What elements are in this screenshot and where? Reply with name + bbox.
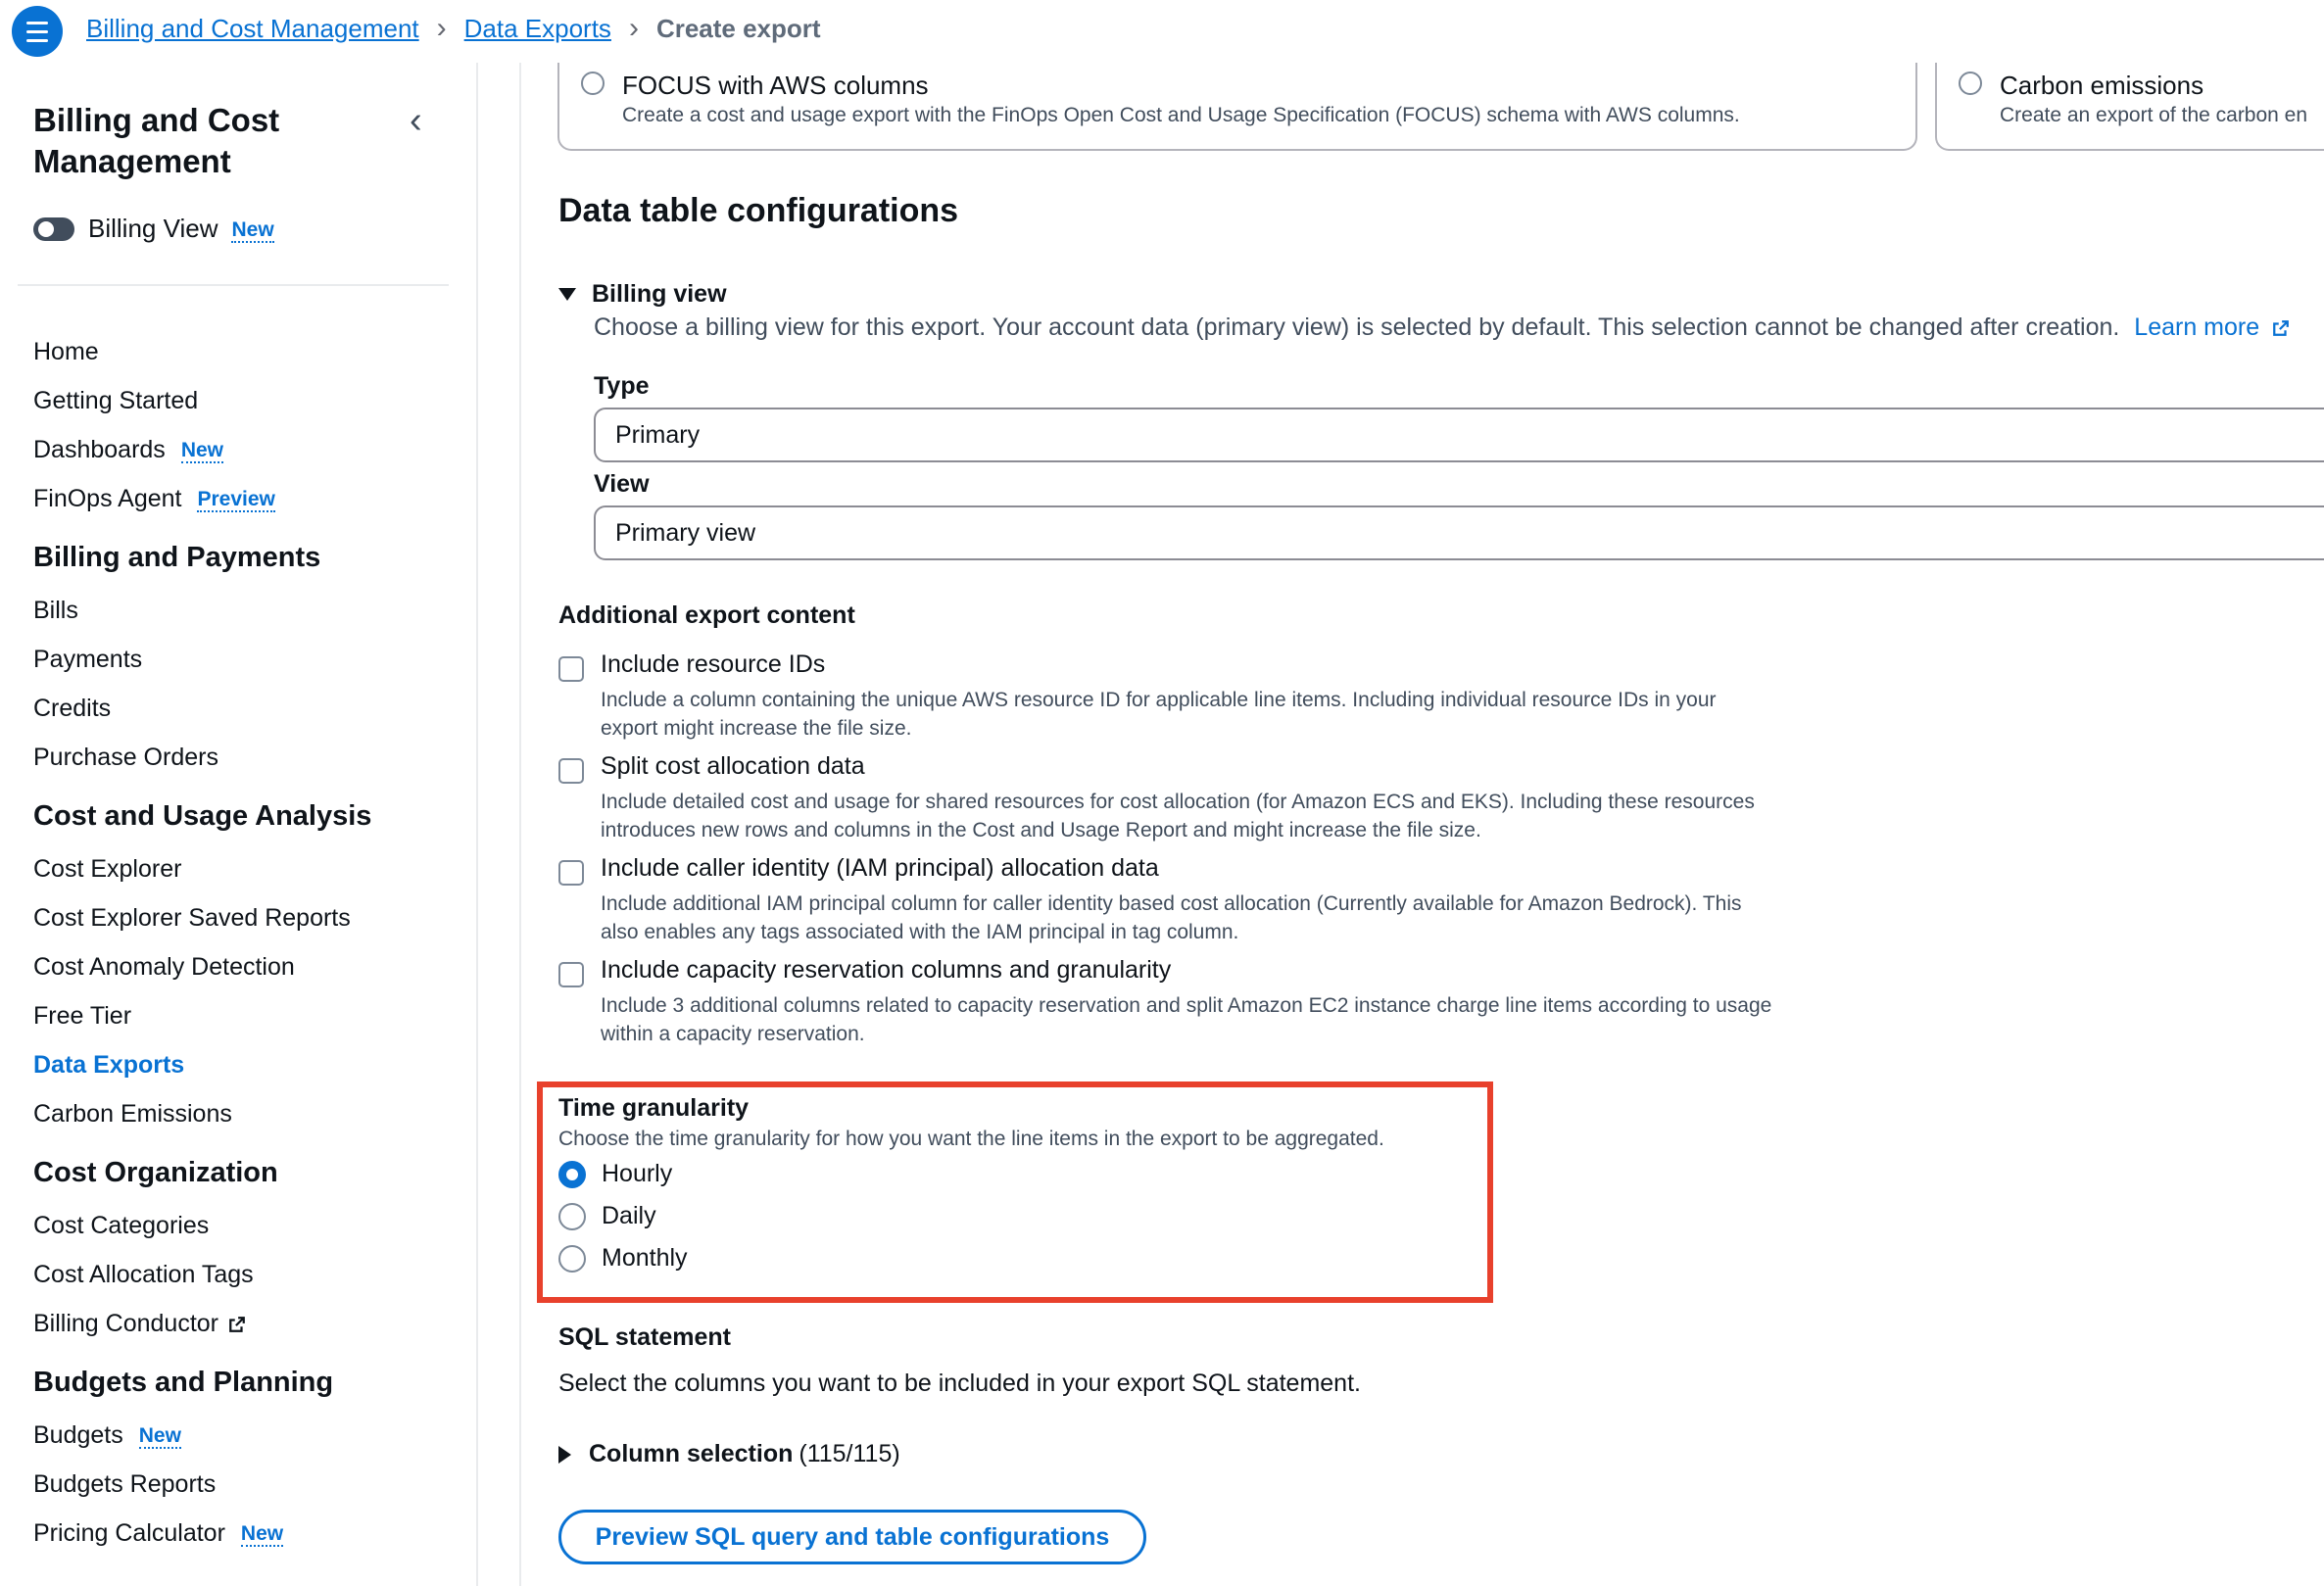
billing-view-description (594, 313, 2290, 342)
data-table-heading: Data table configurations (558, 192, 959, 229)
sidebar-item-budgets-reports[interactable]: Budgets Reports (33, 1470, 217, 1498)
section-budgets-and-planning: Budgets and Planning (33, 1367, 334, 1398)
billing-view-label-text: Billing View (88, 214, 218, 243)
radio-carbon-emissions[interactable] (1959, 72, 1982, 95)
radio-label: Hourly (602, 1160, 673, 1187)
sidebar-item-label: FinOps Agent (33, 485, 182, 512)
column-selection-count: (115/115) (799, 1440, 900, 1467)
sidebar-item-data-exports[interactable]: Data Exports (33, 1051, 185, 1079)
external-link-icon (2272, 319, 2290, 337)
option-title: Split cost allocation data (601, 752, 865, 780)
caret-down-icon (558, 288, 576, 301)
export-type-card-carbon[interactable] (1935, 63, 2324, 151)
sql-statement-description: Select the columns you want to be included in your export SQL statement. (558, 1370, 1361, 1397)
sidebar-item-label: Budgets (33, 1421, 123, 1449)
sidebar-item-dashboards[interactable] (33, 425, 464, 474)
chevron-right-icon: › (436, 12, 447, 44)
sidebar-item-purchase-orders[interactable]: Purchase Orders (33, 744, 218, 771)
time-granularity-heading: Time granularity (558, 1094, 750, 1122)
section-cost-and-usage-analysis: Cost and Usage Analysis (33, 800, 372, 832)
sidebar-item-home[interactable]: Home (33, 338, 99, 365)
billing-view-title: Billing view (592, 280, 727, 308)
caret-right-icon (558, 1446, 571, 1464)
billing-view-toggle[interactable] (33, 217, 74, 241)
card-title: Carbon emissions (2000, 71, 2204, 100)
billing-view-expander[interactable] (558, 280, 727, 309)
radio-monthly[interactable] (558, 1245, 586, 1273)
sidebar-nav (33, 327, 464, 1558)
type-select[interactable]: Primary (594, 408, 2324, 462)
sidebar-title[interactable]: Billing and Cost Management (33, 102, 280, 179)
option-title: Include resource IDs (601, 650, 826, 678)
option-description: Include a column containing the unique AWS resource ID for applicable line items. Including individual resource IDs in your export might increase the file size. (601, 689, 1717, 740)
sidebar (0, 63, 478, 1586)
learn-more-link[interactable] (2134, 313, 2259, 341)
sidebar-item-cost-explorer-saved-reports[interactable]: Cost Explorer Saved Reports (33, 904, 351, 932)
type-label: Type (594, 372, 650, 400)
granularity-option-hourly[interactable] (558, 1160, 672, 1188)
menu-icon[interactable] (12, 6, 63, 57)
main-content (519, 63, 2324, 1586)
sidebar-item-billing-conductor[interactable] (33, 1299, 464, 1348)
new-badge[interactable]: New (138, 1424, 181, 1448)
top-navigation-bar (0, 0, 2324, 63)
export-type-card-focus[interactable] (557, 63, 1917, 151)
checkbox-include-resource-ids[interactable] (558, 656, 584, 682)
option-title: Include capacity reservation columns and granularity (601, 956, 1172, 984)
sidebar-item-free-tier[interactable]: Free Tier (33, 1002, 132, 1030)
sidebar-item-budgets[interactable] (33, 1411, 464, 1460)
external-link-icon (228, 1316, 246, 1333)
chevron-right-icon: › (628, 12, 639, 44)
checkbox-caller-identity[interactable] (558, 860, 584, 886)
time-granularity-description: Choose the time granularity for how you want the line items in the export to be aggregated. (558, 1128, 1384, 1150)
learn-more-text: Learn more (2134, 313, 2260, 341)
sidebar-item-carbon-emissions[interactable]: Carbon Emissions (33, 1100, 232, 1128)
radio-label: Daily (602, 1202, 656, 1229)
sidebar-item-cost-categories[interactable]: Cost Categories (33, 1212, 210, 1239)
breadcrumb-data-exports[interactable]: Data Exports (463, 13, 611, 43)
option-description: Include 3 additional columns related to capacity reservation and split Amazon EC2 instance charge line items according to usage within a capacity reservation. (601, 994, 1772, 1045)
preview-sql-button[interactable]: Preview SQL query and table configurations (558, 1510, 1146, 1564)
sidebar-item-cost-allocation-tags[interactable]: Cost Allocation Tags (33, 1261, 254, 1288)
radio-hourly[interactable] (558, 1161, 586, 1188)
collapse-sidebar-icon[interactable]: ‹ (410, 100, 422, 141)
option-split-cost-allocation (558, 752, 1773, 841)
option-caller-identity (558, 854, 1773, 942)
checkbox-split-cost-allocation[interactable] (558, 758, 584, 784)
sidebar-item-getting-started[interactable]: Getting Started (33, 387, 199, 414)
sidebar-item-label: Billing Conductor (33, 1310, 218, 1337)
section-billing-and-payments: Billing and Payments (33, 542, 321, 573)
radio-daily[interactable] (558, 1203, 586, 1230)
new-badge[interactable]: New (240, 1522, 284, 1546)
view-select[interactable]: Primary view (594, 505, 2324, 560)
sidebar-divider (18, 284, 449, 286)
sidebar-item-payments[interactable]: Payments (33, 646, 143, 673)
sidebar-item-cost-explorer[interactable]: Cost Explorer (33, 855, 182, 883)
billing-view-description-text: Choose a billing view for this export. Your account data (primary view) is selected by default. This selection cannot be changed after creation. (594, 313, 2120, 341)
sidebar-item-label: Pricing Calculator (33, 1519, 225, 1547)
view-label: View (594, 470, 650, 498)
option-description: Include additional IAM principal column for caller identity based cost allocation (Currently available for Amazon Bedrock). This also enables any tags associated with the IAM principal in tag column. (601, 892, 1742, 943)
sidebar-item-cost-anomaly-detection[interactable]: Cost Anomaly Detection (33, 953, 295, 981)
option-description: Include detailed cost and usage for shared resources for cost allocation (for Amazon ECS and EKS). Including these resources introduces new rows and columns in the Cost and Usage Report and might increase the file size. (601, 791, 1755, 841)
option-capacity-reservation (558, 956, 1773, 1044)
billing-view-toggle-label (88, 214, 274, 244)
radio-label: Monthly (602, 1244, 688, 1272)
granularity-option-daily[interactable] (558, 1202, 656, 1230)
option-include-resource-ids (558, 650, 1773, 739)
sidebar-item-bills[interactable]: Bills (33, 597, 78, 624)
preview-badge[interactable]: Preview (197, 488, 275, 511)
granularity-option-monthly[interactable] (558, 1244, 688, 1273)
column-selection-expander[interactable] (558, 1440, 900, 1468)
sidebar-item-pricing-calculator[interactable] (33, 1509, 464, 1558)
breadcrumb-billing[interactable]: Billing and Cost Management (86, 13, 419, 43)
card-description: Create an export of the carbon en (2000, 104, 2308, 126)
sidebar-item-credits[interactable]: Credits (33, 695, 112, 722)
sidebar-item-finops-agent[interactable] (33, 474, 464, 523)
column-selection-label: Column selection (589, 1440, 794, 1467)
breadcrumb-current: Create export (655, 13, 821, 43)
card-title: FOCUS with AWS columns (622, 71, 929, 100)
additional-export-content-heading: Additional export content (558, 601, 855, 629)
breadcrumb (86, 12, 821, 45)
option-title: Include caller identity (IAM principal) allocation data (601, 854, 1159, 882)
checkbox-capacity-reservation[interactable] (558, 962, 584, 987)
sidebar-item-label: Dashboards (33, 436, 166, 463)
radio-focus-aws-columns[interactable] (581, 72, 605, 95)
new-badge[interactable]: New (180, 439, 223, 462)
new-badge[interactable]: New (231, 218, 274, 242)
card-description: Create a cost and usage export with the FinOps Open Cost and Usage Specification (FOCUS) schema with AWS columns. (622, 104, 1740, 126)
section-cost-organization: Cost Organization (33, 1157, 278, 1188)
sql-statement-heading: SQL statement (558, 1323, 731, 1351)
